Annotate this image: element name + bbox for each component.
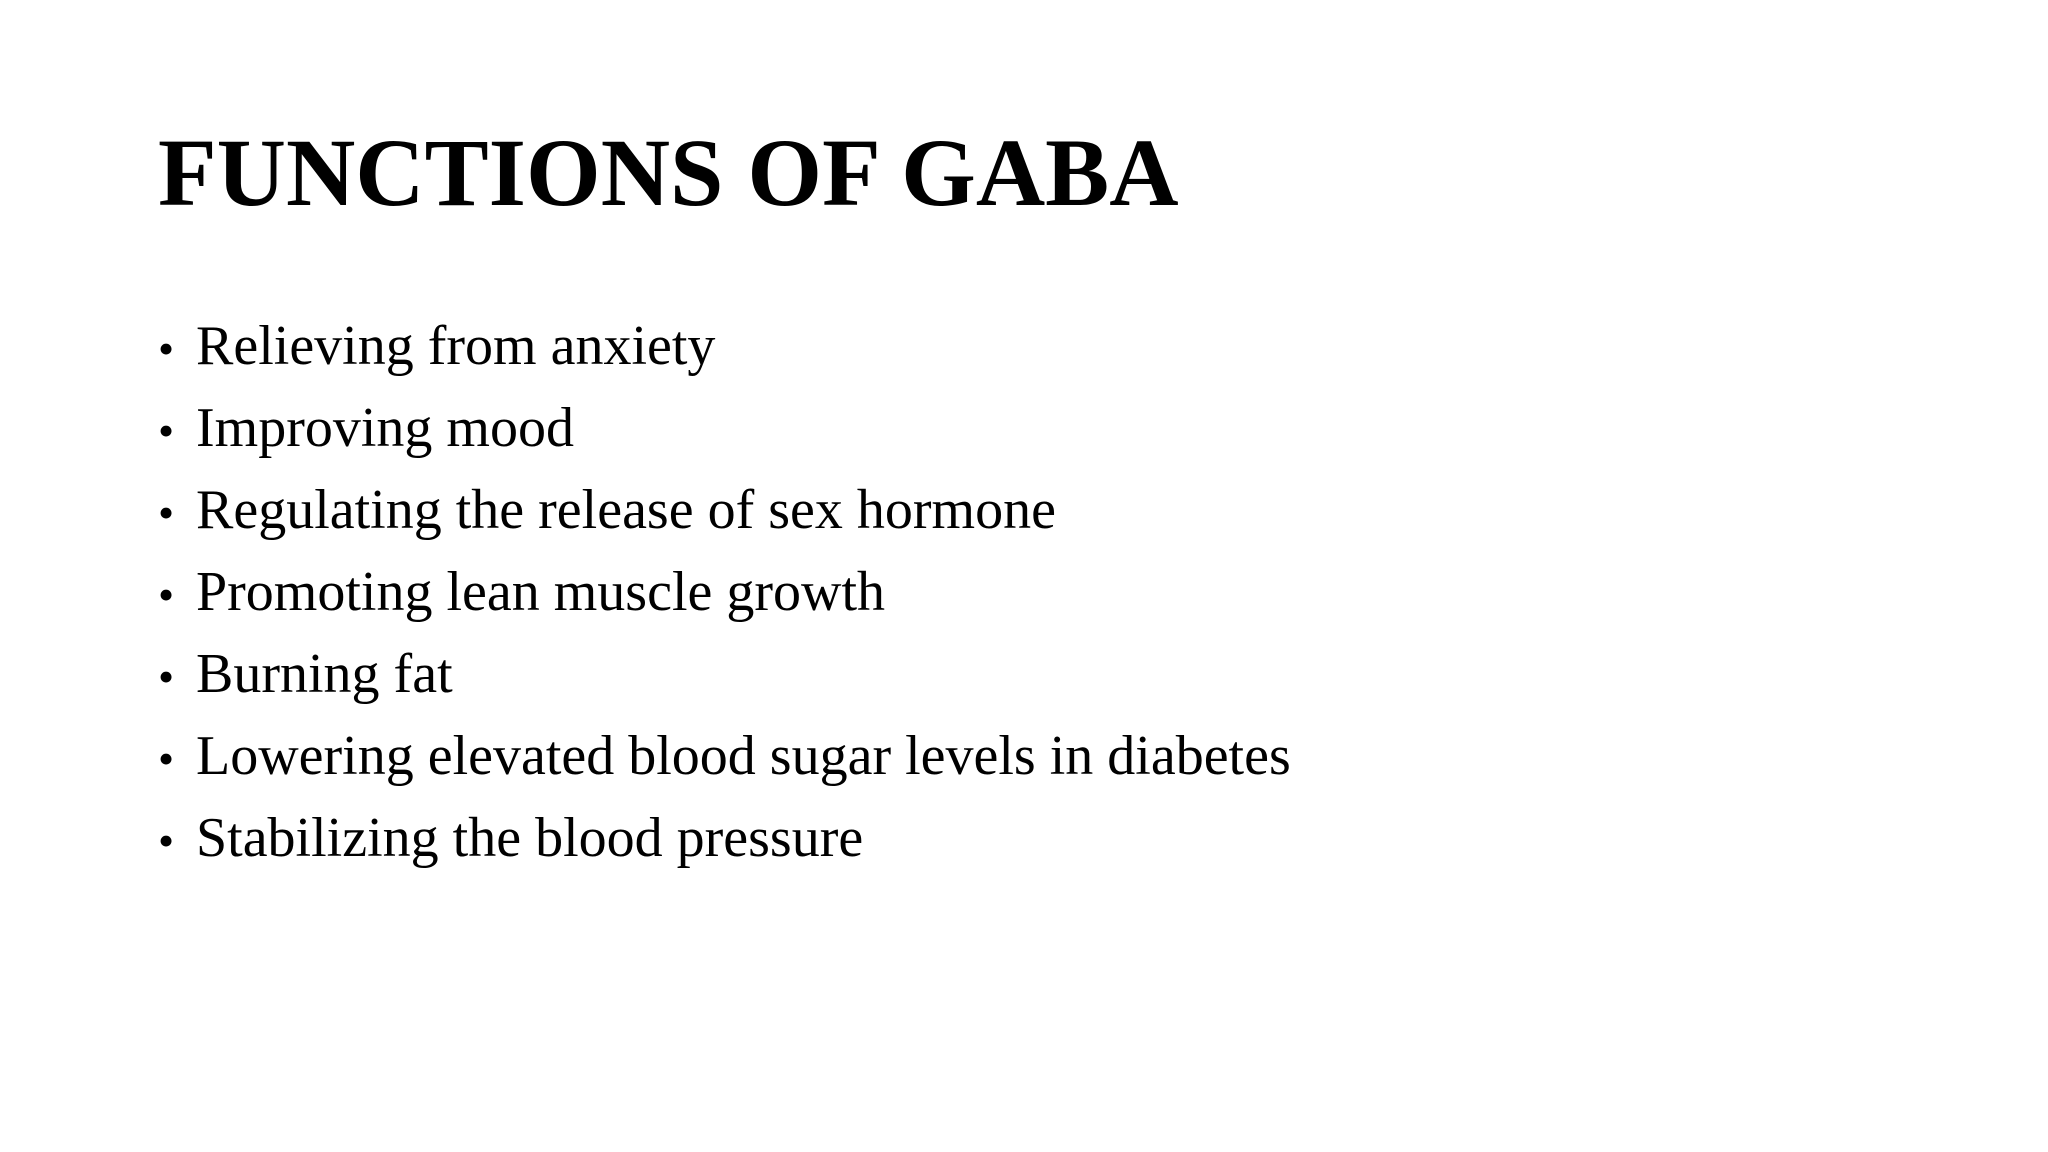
bullet-list	[158, 305, 1291, 879]
list-item-text: Improving mood	[196, 397, 574, 459]
list-item	[158, 469, 1291, 551]
bullet-icon: •	[158, 651, 175, 702]
list-item-text: Stabilizing the blood pressure	[196, 807, 864, 869]
list-item-text: Relieving from anxiety	[196, 315, 716, 377]
slide-title: FUNCTIONS OF GABA	[158, 119, 1179, 226]
list-item	[158, 633, 1291, 715]
bullet-icon: •	[158, 733, 175, 784]
list-item	[158, 797, 1291, 879]
list-item-text: Lowering elevated blood sugar levels in diabetes	[196, 725, 1291, 787]
list-item	[158, 387, 1291, 469]
list-item-text: Promoting lean muscle growth	[196, 561, 886, 623]
bullet-icon: •	[158, 323, 175, 374]
list-item	[158, 551, 1291, 633]
bullet-icon: •	[158, 487, 175, 538]
list-item-text: Regulating the release of sex hormone	[196, 479, 1056, 541]
bullet-icon: •	[158, 405, 175, 456]
bullet-icon: •	[158, 569, 175, 620]
list-item	[158, 715, 1291, 797]
list-item	[158, 305, 1291, 387]
list-item-text: Burning fat	[196, 643, 453, 705]
bullet-icon: •	[158, 815, 175, 866]
